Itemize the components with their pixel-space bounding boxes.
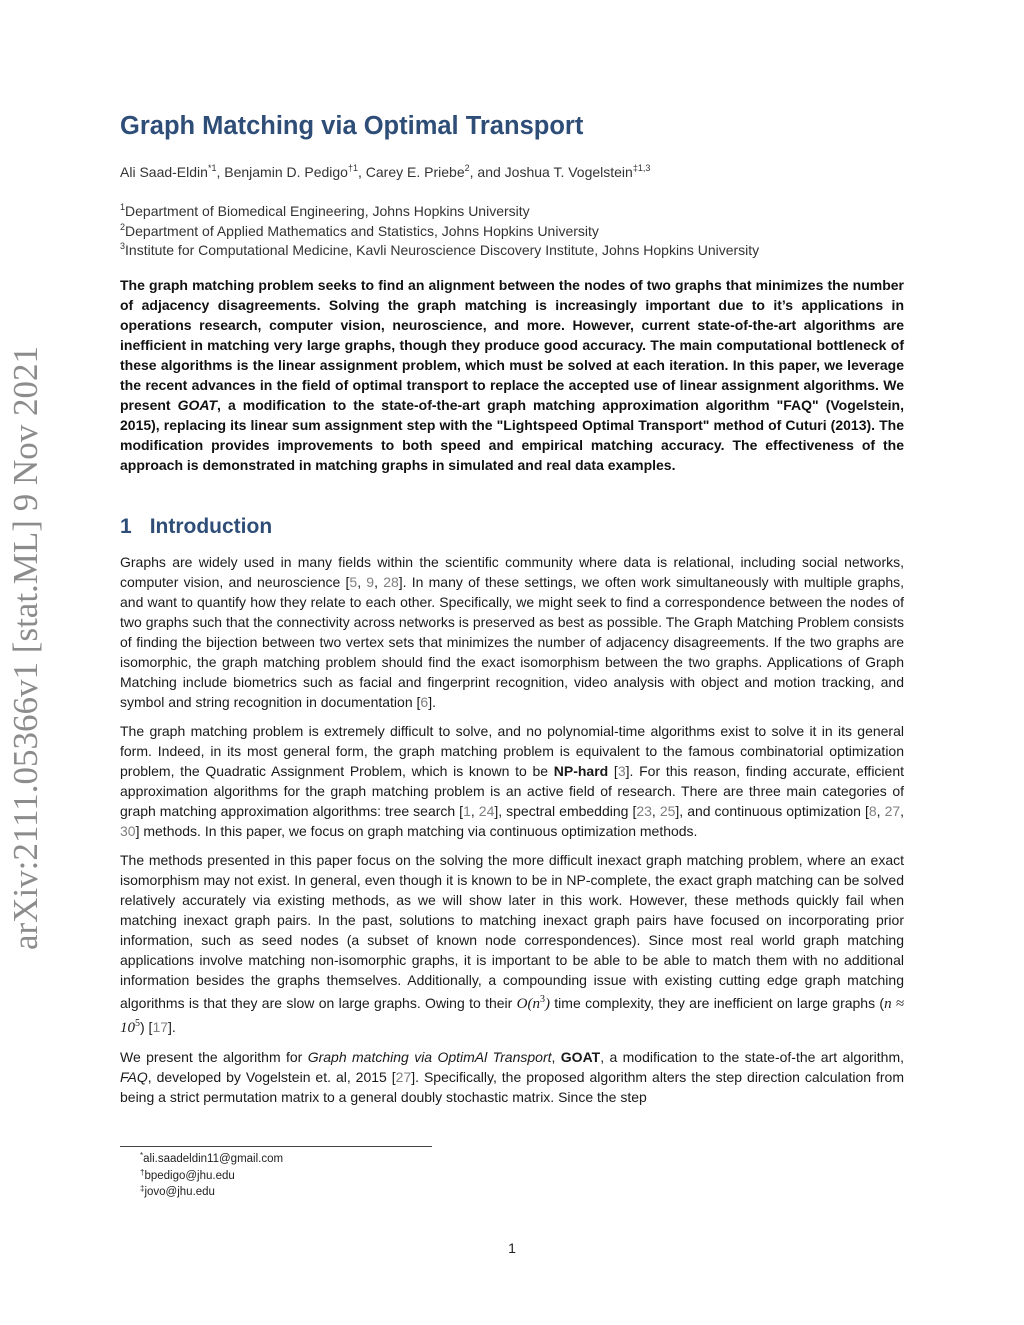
affiliation-text: Department of Applied Mathematics and Statistics, Johns Hopkins University — [125, 222, 599, 239]
goat-name: GOAT — [177, 397, 218, 413]
author-name: Benjamin D. Pedigo — [224, 164, 348, 180]
author-name: Joshua T. Vogelstein — [504, 164, 633, 180]
math-graph-size: $n \approx 10^5$ — [120, 996, 904, 1036]
author-mark: *1 — [207, 163, 217, 173]
section-heading — [120, 515, 272, 539]
citation-link[interactable]: 8 — [868, 803, 877, 819]
citation-link[interactable]: 27 — [884, 803, 901, 819]
citation-link[interactable]: 3 — [617, 763, 626, 779]
math-complexity: $O(n^3)$ — [516, 994, 550, 1012]
author-mark: †1 — [347, 163, 358, 173]
citation-link[interactable]: 27 — [395, 1069, 412, 1085]
paragraph: Graphs are widely used in many fields within the scientific community where data is relational, including social networks, computer vision, and neuroscience [5, 9, 28]. In many of these settings, we often work simultaneously with multiple graphs, and want to quantify how they relate to each other. Specifically, we might seek to find a correspondence between the nodes of two graphs such that the connectivity across networks is preserved as best as possible. The Graph Matching Problem consists of finding the bijection between two vertex sets that minimizes the number of adjacency disagreements. If the two graphs are isomorphic, the graph matching problem should find the exact isomorphism between the two graphs. Applications of Graph Matching include biometrics such as facial and fingerprint recognition, video analysis with object and motion tracking, and symbol and string recognition in documentation [6]. — [120, 554, 905, 710]
footnote: *ali.saadeldin11@gmail.com — [140, 1151, 284, 1165]
section-number: 1 — [120, 515, 132, 538]
affiliation-list — [120, 202, 759, 261]
footnotes — [140, 1151, 283, 1201]
affiliation-number: 3 — [120, 241, 126, 251]
paragraph: The graph matching problem is extremely difficult to solve, and no polynomial-time algorithms exist to solve it in its general form. Indeed, in its most general form, the graph matching problem is equivalent to the famous combinatorial optimization problem, the Quadratic Assignment Problem, which is known to be NP-hard [3]. For this reason, finding accurate, efficient approximation algorithms for the graph matching problem is an active field of research. There are three main categories of graph matching approximation algorithms: tree search [1, 24], spectral embedding [23, 25], and continuous optimization [8, 27, 30] methods. In this paper, we focus on graph matching via continuous optimization methods. — [120, 723, 905, 839]
section-title: Introduction — [149, 515, 273, 538]
footnote: ‡jovo@jhu.edu — [140, 1184, 215, 1198]
citation-link[interactable]: 6 — [420, 694, 429, 710]
affiliation — [120, 202, 759, 222]
author-mark: 2 — [464, 163, 470, 173]
citation-link[interactable]: 23 — [636, 803, 652, 819]
affiliation-number: 1 — [120, 202, 126, 212]
abstract-text: The graph matching problem seeks to find an alignment between the nodes of two graphs that minimizes the number of adjacency disagreements. Solving the graph matching is increasingly important due to it’s applications in operations research, computer vision, neuroscience, and more. However, current state-of-the-art algorithms are inefficient in matching very large graphs, though they produce good accuracy. The main computational bottleneck of these algorithms is the linear assignment problem, which must be solved at each iteration. In this paper, we leverage the recent advances in the field of optimal transport to replace the accepted use of linear assignment algorithms. We present — [120, 277, 904, 413]
citation-link[interactable]: 30 — [120, 823, 136, 839]
affiliation — [120, 241, 759, 261]
citation-link[interactable]: 28 — [383, 574, 399, 590]
affiliation-text: Department of Biomedical Engineering, Johns Hopkins University — [125, 203, 530, 219]
affiliation-text: Institute for Computational Medicine, Kavli Neuroscience Discovery Institute, Johns Hopkins University — [125, 242, 760, 258]
footnote: †bpedigo@jhu.edu — [140, 1167, 235, 1182]
abstract — [120, 275, 904, 475]
paragraph: The methods presented in this paper focus on the solving the more difficult inexact graph matching problem, where an exact isomorphism may not exist. In general, even though it is known to be in NP-complete, the exact graph matching can be solved relatively accurately via existing methods, as we will show later in this work. However, these methods quickly fail when matching inexact graph pairs. In the past, solutions to matching inexact graph pairs have focused on incorporating prior information, such as seed nodes (a subset of known node correspondences). Since most real world graph matching applications involve matching non-isomorphic graphs, it is important to be able to be able to match them with no additional information besides the graphs themselves. Additionally, a compounding issue with existing cutting edge graph matching algorithms is that they are slow on large graphs. Owing to their $O(n^3)$ time complexity, they are inefficient on large graphs $(n \approx 10^5)$ [17]. — [120, 852, 904, 1036]
np-hard-term: NP-hard — [553, 763, 609, 779]
citation-link[interactable]: 1 — [463, 803, 471, 819]
page-number: 1 — [508, 1240, 516, 1256]
faq-name: FAQ — [120, 1069, 148, 1085]
section-body — [120, 552, 904, 1116]
author-name: Carey E. Priebe — [365, 164, 465, 180]
citation-link[interactable]: 5 — [349, 574, 358, 590]
arxiv-identifier: arXiv:2111.05366v1 [stat.ML] 9 Nov 2021 — [6, 346, 45, 951]
citation-link[interactable]: 25 — [659, 803, 676, 819]
citation-link[interactable]: 24 — [478, 803, 495, 819]
footnote-rule — [120, 1146, 432, 1147]
affiliation — [120, 222, 759, 242]
abstract-text: , a modification to the state-of-the-art graph matching approximation algorithm "FAQ" (Vogelstein, 2015), replacing its linear sum assignment step with the "Lightspeed Optimal Transport" method of Cuturi (2013). The modification provides improvements to both speed and empirical matching accuracy. The effectiveness of the approach is demonstrated in matching graphs in simulated and real data examples. — [120, 397, 904, 473]
author-list: Ali Saad-Eldin$^{*1}$, Benjamin D. Pedigo$^{\dagger 1}$, Carey E. Priebe$^2$, and Joshua T. Vogelstein$^{\ddagger 1,3}$ — [120, 163, 651, 180]
goat-expansion: Graph matching via OptimAl Transport — [307, 1049, 552, 1065]
goat-name: GOAT — [560, 1049, 601, 1065]
paragraph: We present the algorithm for Graph matching via OptimAl Transport, GOAT, a modification to the state-of-the art algorithm, FAQ, developed by Vogelstein et. al, 2015 [27]. Specifically, the proposed algorithm alters the step direction calculation from being a strict permutation matrix to a general doubly stochastic matrix. Since the step — [120, 1049, 904, 1105]
author-mark: ‡1,3 — [632, 163, 651, 173]
citation-link[interactable]: 17 — [152, 1019, 169, 1035]
author-name: Ali Saad-Eldin — [120, 164, 208, 180]
affiliation-number: 2 — [120, 221, 126, 232]
paper-title: Graph Matching via Optimal Transport — [120, 112, 584, 140]
citation-link[interactable]: 9 — [366, 574, 375, 590]
